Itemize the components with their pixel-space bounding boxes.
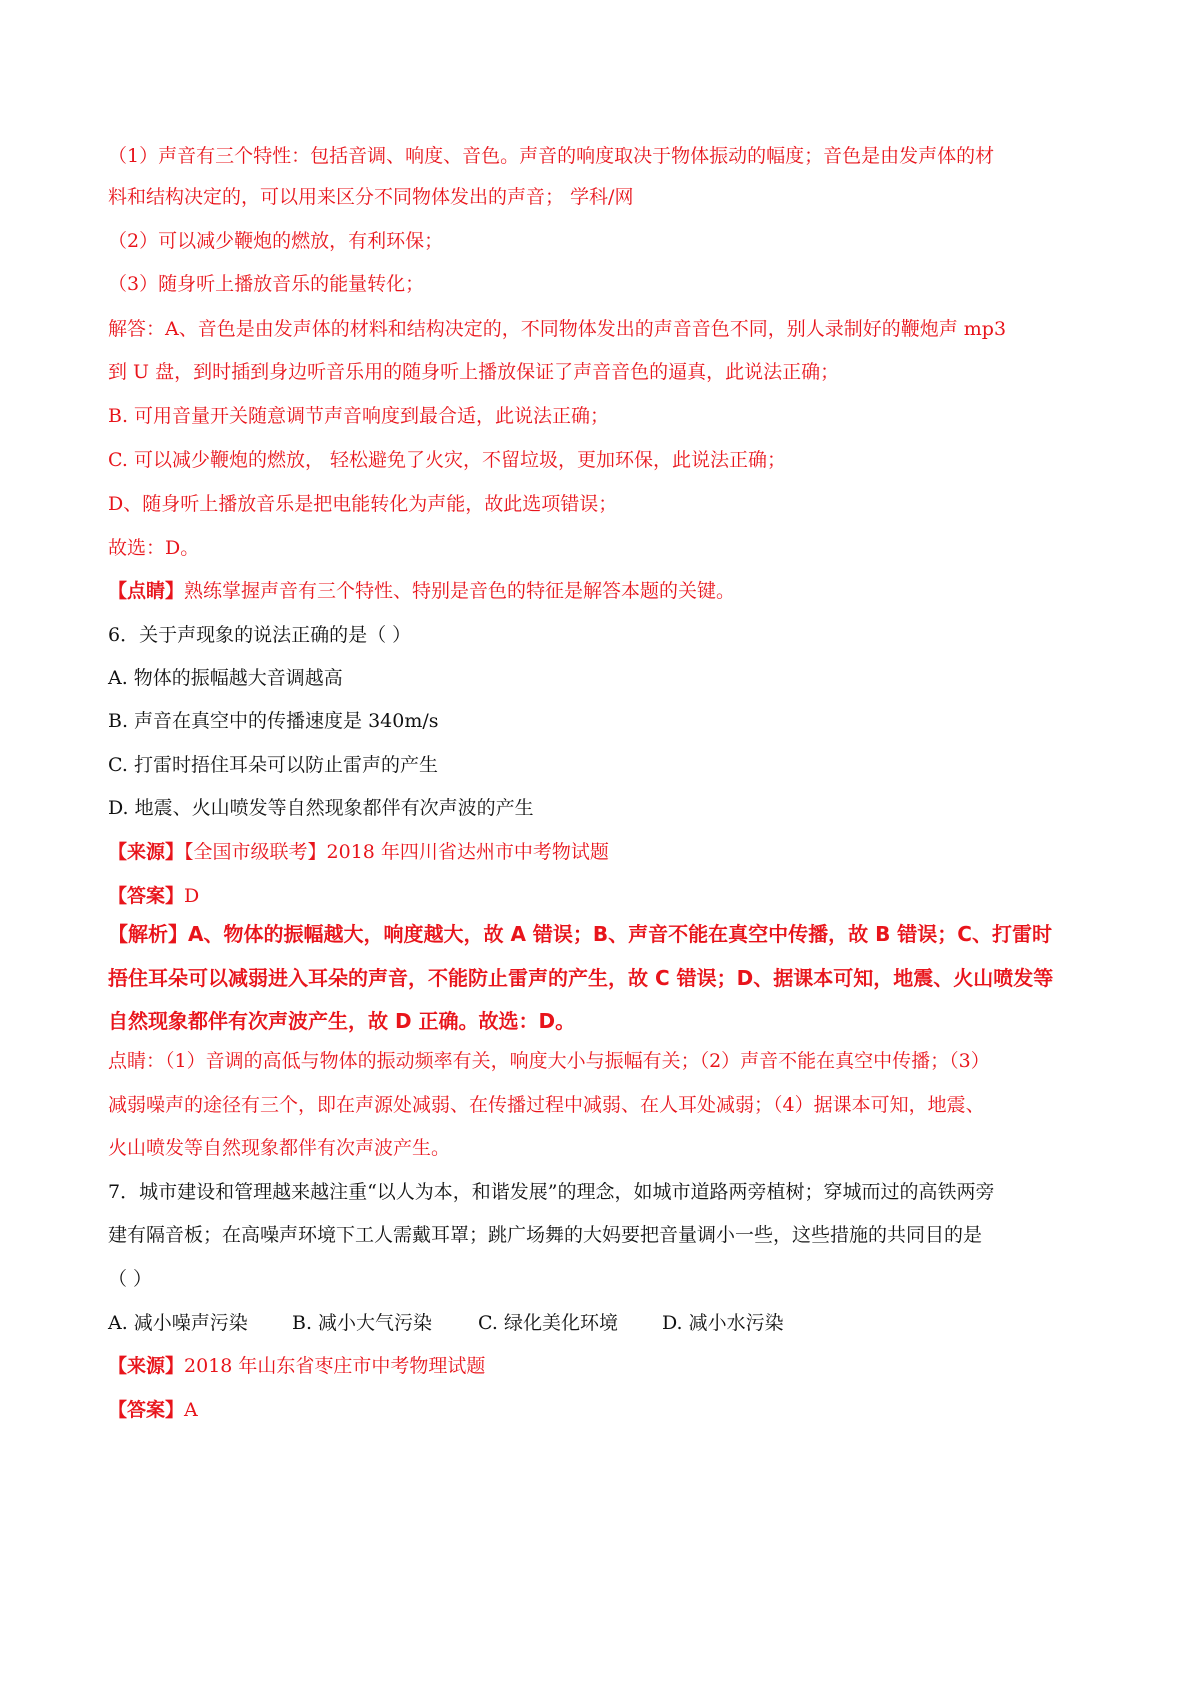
source-label: 【来源】 xyxy=(108,1355,185,1377)
question-6-option-b: B. 声音在真空中的传播速度是 340m/s xyxy=(108,710,439,732)
question-6-option-d: D. 地震、火山喷发等自然现象都伴有次声波的产生 xyxy=(108,797,534,819)
tip-text: 熟练掌握声音有三个特性、特别是音色的特征是解答本题的关键。 xyxy=(184,580,736,602)
analysis-label: 【解析】 xyxy=(108,922,188,946)
question-7-option-c: C. 绿化美化环境 xyxy=(478,1312,618,1334)
tip-line xyxy=(108,578,1108,604)
tip-label: 【点睛】 xyxy=(108,580,185,602)
question-7-stem-line: 建有隔音板；在高噪声环境下工人需戴耳罩；跳广场舞的大妈要把音量调小一些，这些措施的共同目的是 xyxy=(108,1224,983,1246)
question-6-option-a: A. 物体的振幅越大音调越高 xyxy=(108,667,343,689)
question-7-option-b: B. 减小大气污染 xyxy=(292,1312,433,1334)
question-7-source xyxy=(108,1353,1108,1379)
question-6-option-c: C. 打雷时捂住耳朵可以防止雷声的产生 xyxy=(108,754,438,776)
question-7-option-d: D. 减小水污染 xyxy=(662,1312,784,1334)
question-7-answer xyxy=(108,1397,1108,1423)
answer-explanation-line: 解答：A、音色是由发声体的材料和结构决定的，不同物体发出的声音音色不同，别人录制好的鞭炮声 mp3 xyxy=(108,318,1007,340)
answer-explanation-c: C. 可以减少鞭炮的燃放， 轻松避免了火灾，不留垃圾，更加环保，此说法正确； xyxy=(108,449,786,471)
question-6-analysis-line xyxy=(108,921,1108,947)
final-choice: 故选：D。 xyxy=(108,537,200,559)
source-label: 【来源】 xyxy=(108,841,185,863)
answer-explanation-d: D、随身听上播放音乐是把电能转化为声能，故此选项错误； xyxy=(108,493,618,515)
question-6-stem: 6．关于声现象的说法正确的是（ ） xyxy=(108,624,412,646)
analysis-line: （2）可以减少鞭炮的燃放，有利环保； xyxy=(108,230,444,252)
question-6-tip-line: 点睛：（1）音调的高低与物体的振动频率有关，响度大小与振幅有关；（2）声音不能在真空中传播；（3） xyxy=(108,1050,990,1072)
question-6-tip-line: 减弱噪声的途径有三个，即在声源处减弱、在传播过程中减弱、在人耳处减弱；（4）据课本可知，地震、 xyxy=(108,1094,985,1116)
answer-label: 【答案】 xyxy=(108,885,185,907)
answer-explanation-b: B. 可用音量开关随意调节声音响度到最合适，此说法正确； xyxy=(108,405,610,427)
question-6-tip-line: 火山喷发等自然现象都伴有次声波产生。 xyxy=(108,1137,451,1159)
source-text: 【全国市级联考】2018 年四川省达州市中考物试题 xyxy=(184,841,609,863)
question-6-analysis-line: 捂住耳朵可以减弱进入耳朵的声音，不能防止雷声的产生，故 C 错误；D、据课本可知，地震、火山喷发等 xyxy=(108,966,1054,990)
analysis-line: （1）声音有三个特性：包括音调、响度、音色。声音的响度取决于物体振动的幅度；音色是由发声体的材 xyxy=(108,145,995,167)
answer-value: D xyxy=(184,885,200,907)
source-text: 2018 年山东省枣庄市中考物理试题 xyxy=(184,1355,486,1377)
question-6-analysis-line: 自然现象都伴有次声波产生，故 D 正确。故选：D。 xyxy=(108,1009,576,1033)
answer-value: A xyxy=(184,1399,198,1421)
analysis-line: （3）随身听上播放音乐的能量转化； xyxy=(108,273,425,295)
question-6-source xyxy=(108,839,1108,865)
analysis-text: A、物体的振幅越大，响度越大，故 A 错误；B、声音不能在真空中传播，故 B 错误；C、打雷时 xyxy=(188,922,1052,946)
analysis-line: 料和结构决定的，可以用来区分不同物体发出的声音； 学科/网 xyxy=(108,186,634,208)
question-7-options xyxy=(108,1310,1108,1336)
question-7-stem-line: 7．城市建设和管理越来越注重“以人为本，和谐发展”的理念，如城市道路两旁植树；穿城而过的高铁两旁 xyxy=(108,1181,995,1203)
question-7-stem-line: （ ） xyxy=(108,1268,153,1290)
question-6-answer xyxy=(108,883,1108,909)
question-7-option-a: A. 减小噪声污染 xyxy=(108,1312,248,1334)
answer-label: 【答案】 xyxy=(108,1399,185,1421)
answer-explanation-line: 到 U 盘，到时插到身边听音乐用的随身听上播放保证了声音音色的逼真，此说法正确； xyxy=(108,361,840,383)
